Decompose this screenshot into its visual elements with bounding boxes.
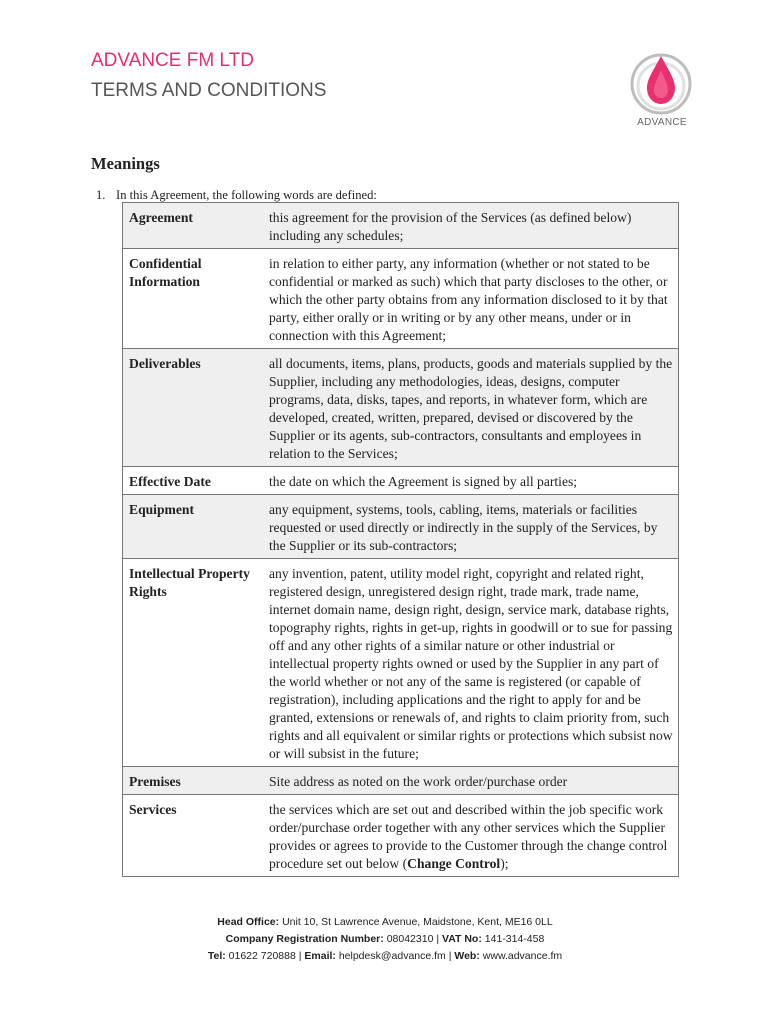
term-cell: Equipment [123,495,266,559]
footer-head-office [0,916,770,928]
table-row [123,495,679,559]
term-cell: Services [123,795,266,877]
definition-cell: in relation to either party, any information (whether or not stated to be confidential or marked as such) which that party discloses to the other, or which the other party obtains from any information disclosed to it by that party, either orally or in writing or by any other means, under or in connection with this Agreement; [265,249,679,349]
separator: | [448,950,452,962]
vat-label: VAT No: [441,933,482,945]
reg-number: 08042310 [386,933,434,945]
company-name: ADVANCE FM LTD [91,50,254,71]
definition-bold-term: Change Control [407,856,501,871]
logo-text: ADVANCE [637,117,687,128]
web-link[interactable]: www.advance.fm [482,950,563,962]
table-row [123,349,679,467]
email-link[interactable]: helpdesk@advance.fm [338,950,446,962]
table-row [123,559,679,767]
reg-label: Company Registration Number: [225,933,384,945]
table-row [123,203,679,249]
definition-text-end: ); [500,856,509,871]
tel-label: Tel: [207,950,226,962]
definition-cell: Site address as noted on the work order/purchase order [265,767,679,795]
definition-cell: this agreement for the provision of the Services (as defined below) including any schedules; [265,203,679,249]
footer-contact [0,950,770,962]
separator: | [436,933,440,945]
term-cell: Confidential Information [123,249,266,349]
footer-registration [0,933,770,945]
table-row [123,467,679,495]
tel-number: 01622 720888 [228,950,296,962]
separator: | [298,950,302,962]
head-office-address: Unit 10, St Lawrence Avenue, Maidstone, Kent, ME16 0LL [282,916,553,928]
term-cell: Agreement [123,203,266,249]
definition-cell: the date on which the Agreement is signed by all parties; [265,467,679,495]
section-intro [96,188,377,203]
vat-number: 141-314-458 [484,933,545,945]
term-cell: Effective Date [123,467,266,495]
document-title: TERMS AND CONDITIONS [91,80,327,101]
definition-cell: all documents, items, plans, products, goods and materials supplied by the Supplier, including any methodologies, ideas, designs, computer programs, data, disks, tapes, and reports, in whatever form, which are developed, created, written, prepared, devised or discovered by the Supplier or its agents, sub-contractors, consultants and employees in relation to the Services; [265,349,679,467]
term-cell: Intellectual Property Rights [123,559,266,767]
definition-cell: any invention, patent, utility model right, copyright and related right, registered design, unregistered design right, trade mark, trade name, internet domain name, design right, design, service mark, database rights, topography rights, rights in get-up, rights in goodwill or to sue for passing off and any other rights of a similar nature or other industrial or intellectual property rights owned or used by the Supplier in any part of the world whether or not any of the same is registered (or capable of registration), including applications and the right to apply for and be granted, extensions or renewals of, and rights to claim priority from, such rights and all equivalent or similar rights or protections which subsist now or will subsist in the future; [265,559,679,767]
definition-cell [265,795,679,877]
definition-text: the services which are set out and described within the job specific work order/purchase order together with any other services which the Supplier provides or agrees to provide to the Customer through the change control procedure set out below ( [269,802,668,871]
definitions-table [122,202,679,877]
web-label: Web: [454,950,480,962]
head-office-label: Head Office: [217,916,280,928]
item-number: 1. [96,188,106,202]
intro-text: In this Agreement, the following words are defined: [116,188,377,202]
definition-cell: any equipment, systems, tools, cabling, items, materials or facilities requested or used directly or indirectly in the supply of the Services, by the Supplier or its sub-contractors; [265,495,679,559]
term-cell: Premises [123,767,266,795]
table-row [123,249,679,349]
table-row [123,767,679,795]
section-heading: Meanings [91,154,160,173]
table-row [123,795,679,877]
term-cell: Deliverables [123,349,266,467]
email-label: Email: [304,950,336,962]
